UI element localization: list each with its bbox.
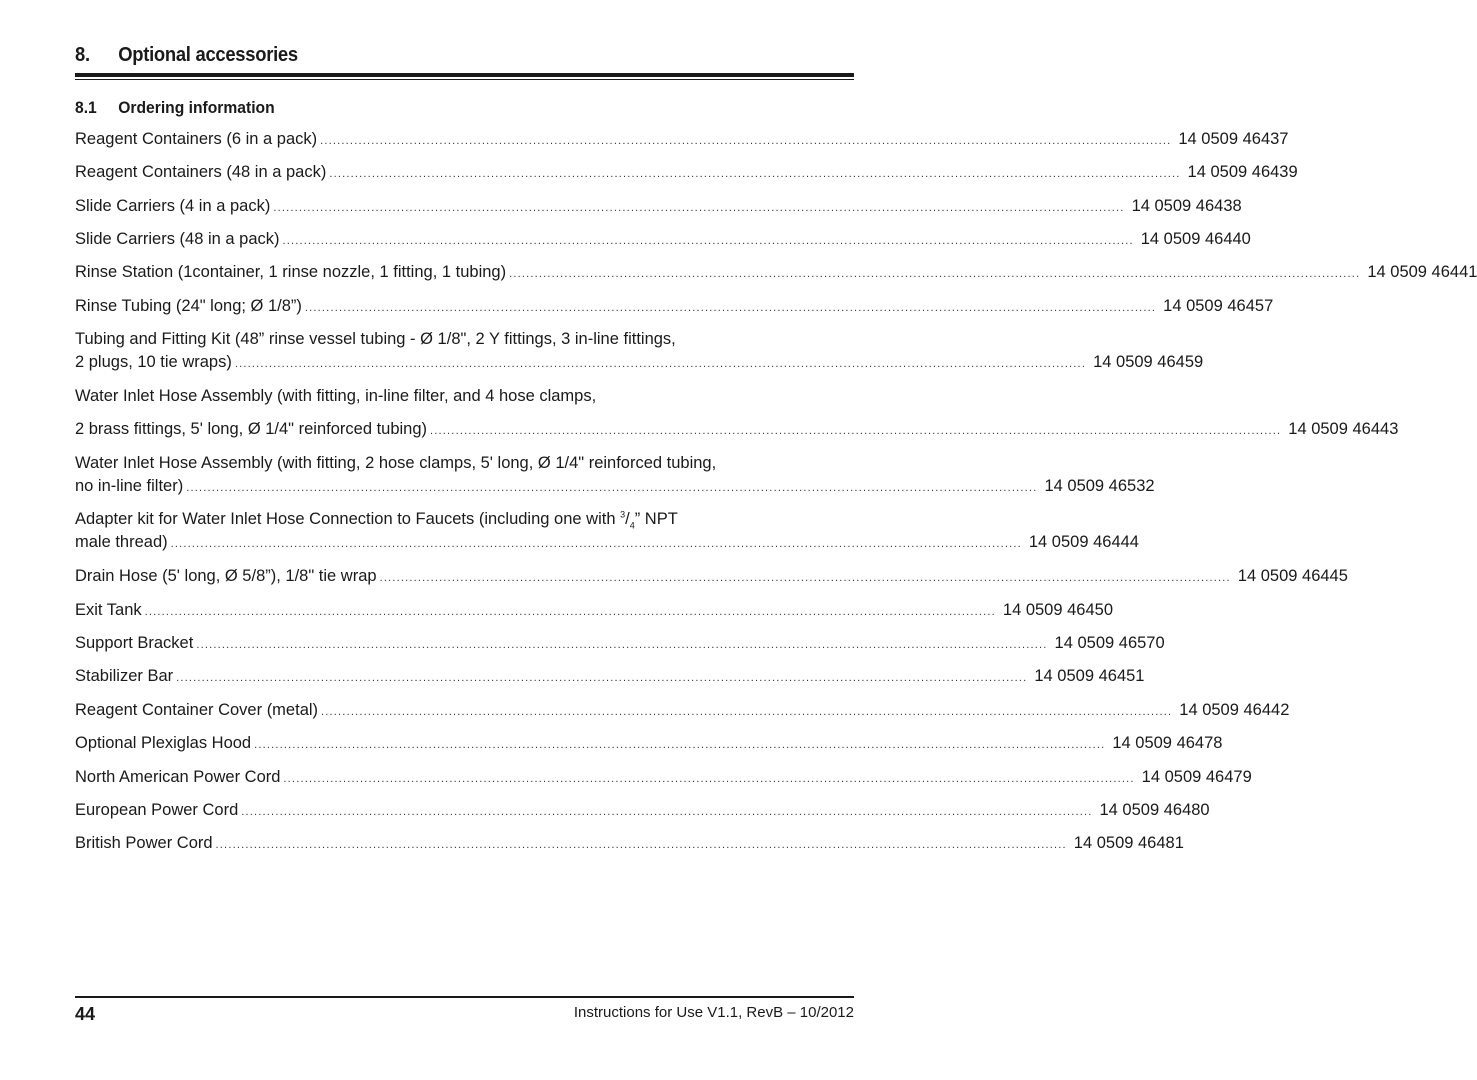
page-number: 44 xyxy=(75,1004,96,1024)
item-description: Reagent Container Cover (metal) xyxy=(75,701,319,719)
item-description: no in-line filter) xyxy=(75,477,184,495)
heading-rule-thick xyxy=(75,73,854,77)
dot-leader: ........................................................................................................................................................................................................ xyxy=(379,572,1231,584)
item-description: Stabilizer Bar xyxy=(75,667,174,685)
dot-leader: ........................................................................................................................................................................................................ xyxy=(196,639,1048,651)
item-description: Rinse Station (1container, 1 rinse nozzle, 1 fitting, 1 tubing) xyxy=(75,263,507,281)
item-part-number: 14 0509 46441 xyxy=(1367,263,1477,281)
item-description: Slide Carriers (48 in a pack) xyxy=(75,230,280,248)
footer-rule xyxy=(75,996,854,998)
dot-leader: ........................................................................................................................................................................................................ xyxy=(215,839,1067,851)
item-description-line1: Water Inlet Hose Assembly (with fitting, in-line filter, and 4 hose clamps, xyxy=(75,387,597,405)
section-heading xyxy=(75,44,792,67)
dot-leader: ........................................................................................................................................................................................................ xyxy=(430,425,1282,437)
item-description: male thread) xyxy=(75,533,168,551)
dot-leader: ........................................................................................................................................................................................................ xyxy=(144,606,996,618)
list-item xyxy=(75,599,1114,622)
section-number: 8. xyxy=(75,44,90,66)
item-description: Optional Plexiglas Hood xyxy=(75,734,252,752)
item-description-line1: Water Inlet Hose Assembly (with fitting, 2 hose clamps, 5' long, Ø 1/4" reinforced tubing, xyxy=(75,454,717,472)
item-description-line1: Adapter kit for Water Inlet Hose Connection to Faucets (including one with $^3/_4$” NPT xyxy=(75,509,678,531)
list-item xyxy=(75,161,1298,184)
list-item xyxy=(75,799,1210,822)
list-item xyxy=(75,261,1477,284)
fraction-numerator: 3 xyxy=(620,509,626,520)
item-text: ” NPT xyxy=(634,510,678,528)
list-item xyxy=(75,295,1274,318)
dot-leader: ........................................................................................................................................................................................................ xyxy=(304,302,1157,314)
subsection-heading xyxy=(75,98,275,118)
list-item xyxy=(75,832,1184,855)
item-part-number: 14 0509 46570 xyxy=(1054,634,1165,652)
item-description: Slide Carriers (4 in a pack) xyxy=(75,197,271,215)
dot-leader: ........................................................................................................................................................................................................ xyxy=(320,135,1172,147)
list-item xyxy=(75,128,1289,151)
list-item xyxy=(75,565,1348,588)
item-description: 2 brass fittings, 5' long, Ø 1/4" reinforced tubing) xyxy=(75,420,428,438)
item-part-number: 14 0509 46450 xyxy=(1002,601,1114,619)
item-description: Exit Tank xyxy=(75,601,142,619)
list-item-continuation xyxy=(75,418,1399,441)
dot-leader: ........................................................................................................................................................................................................ xyxy=(273,202,1125,214)
item-description: Rinse Tubing (24" long; Ø 1/8”) xyxy=(75,297,302,315)
subsection-number: 8.1 xyxy=(75,98,97,117)
item-part-number: 14 0509 46451 xyxy=(1034,667,1145,685)
subsection-title: Ordering information xyxy=(118,98,275,117)
item-description: European Power Cord xyxy=(75,801,239,819)
section-title: Optional accessories xyxy=(118,44,298,66)
item-part-number: 14 0509 46440 xyxy=(1140,230,1251,248)
dot-leader: ........................................................................................................................................................................................................ xyxy=(321,706,1173,718)
list-item xyxy=(75,699,1290,722)
item-description: Support Bracket xyxy=(75,634,194,652)
item-description: 2 plugs, 10 tie wraps) xyxy=(75,353,232,371)
item-text: Adapter kit for Water Inlet Hose Connection to Faucets (including one with xyxy=(75,510,621,528)
list-item xyxy=(75,665,1145,688)
dot-leader: ........................................................................................................................................................................................................ xyxy=(234,358,1087,370)
dot-leader: ........................................................................................................................................................................................................ xyxy=(176,672,1028,684)
dot-leader: ........................................................................................................................................................................................................ xyxy=(186,482,1038,494)
item-part-number: 14 0509 46481 xyxy=(1073,834,1184,852)
item-description: North American Power Cord xyxy=(75,768,281,786)
dot-leader: ........................................................................................................................................................................................................ xyxy=(283,773,1135,785)
item-part-number: 14 0509 46445 xyxy=(1237,567,1348,585)
list-item xyxy=(75,732,1223,755)
list-item xyxy=(75,228,1251,251)
item-part-number: 14 0509 46479 xyxy=(1141,768,1252,786)
list-item xyxy=(75,766,1252,789)
list-item xyxy=(75,632,1165,655)
item-description: Drain Hose (5' long, Ø 5/8”), 1/8" tie wrap xyxy=(75,567,377,585)
item-part-number: 14 0509 46478 xyxy=(1112,734,1223,752)
footer-text: Instructions for Use V1.1, RevB – 10/2012 xyxy=(573,1004,854,1021)
item-part-number: 14 0509 46439 xyxy=(1187,163,1298,181)
dot-leader: ........................................................................................................................................................................................................ xyxy=(282,235,1134,247)
dot-leader: ........................................................................................................................................................................................................ xyxy=(170,538,1022,550)
dot-leader: ........................................................................................................................................................................................................ xyxy=(241,806,1093,818)
list-item xyxy=(75,452,1155,498)
item-part-number: 14 0509 46442 xyxy=(1179,701,1290,719)
item-part-number: 14 0509 46480 xyxy=(1099,801,1210,819)
item-part-number: 14 0509 46459 xyxy=(1093,353,1204,371)
list-item xyxy=(75,508,1139,554)
dot-leader: ........................................................................................................................................................................................................ xyxy=(254,739,1106,751)
fraction-denominator: 4 xyxy=(629,520,635,531)
item-description: Reagent Containers (48 in a pack) xyxy=(75,163,327,181)
document-page xyxy=(75,0,1477,1080)
item-part-number: 14 0509 46457 xyxy=(1163,297,1274,315)
item-description-line1: Tubing and Fitting Kit (48” rinse vessel tubing - Ø 1/8", 2 Y fittings, 3 in-line fittings, xyxy=(75,330,676,348)
item-description: British Power Cord xyxy=(75,834,213,852)
item-part-number: 14 0509 46443 xyxy=(1288,420,1399,438)
list-item xyxy=(75,195,1242,218)
heading-rule-thin xyxy=(75,79,854,80)
list-item xyxy=(75,328,1204,374)
item-part-number: 14 0509 46532 xyxy=(1044,477,1155,495)
item-description: Reagent Containers (6 in a pack) xyxy=(75,130,318,148)
dot-leader: ........................................................................................................................................................................................................ xyxy=(509,268,1361,280)
dot-leader: ........................................................................................................................................................................................................ xyxy=(329,168,1181,180)
item-part-number: 14 0509 46437 xyxy=(1178,130,1289,148)
item-part-number: 14 0509 46438 xyxy=(1131,197,1242,215)
item-part-number: 14 0509 46444 xyxy=(1028,533,1139,551)
list-item xyxy=(75,385,854,408)
